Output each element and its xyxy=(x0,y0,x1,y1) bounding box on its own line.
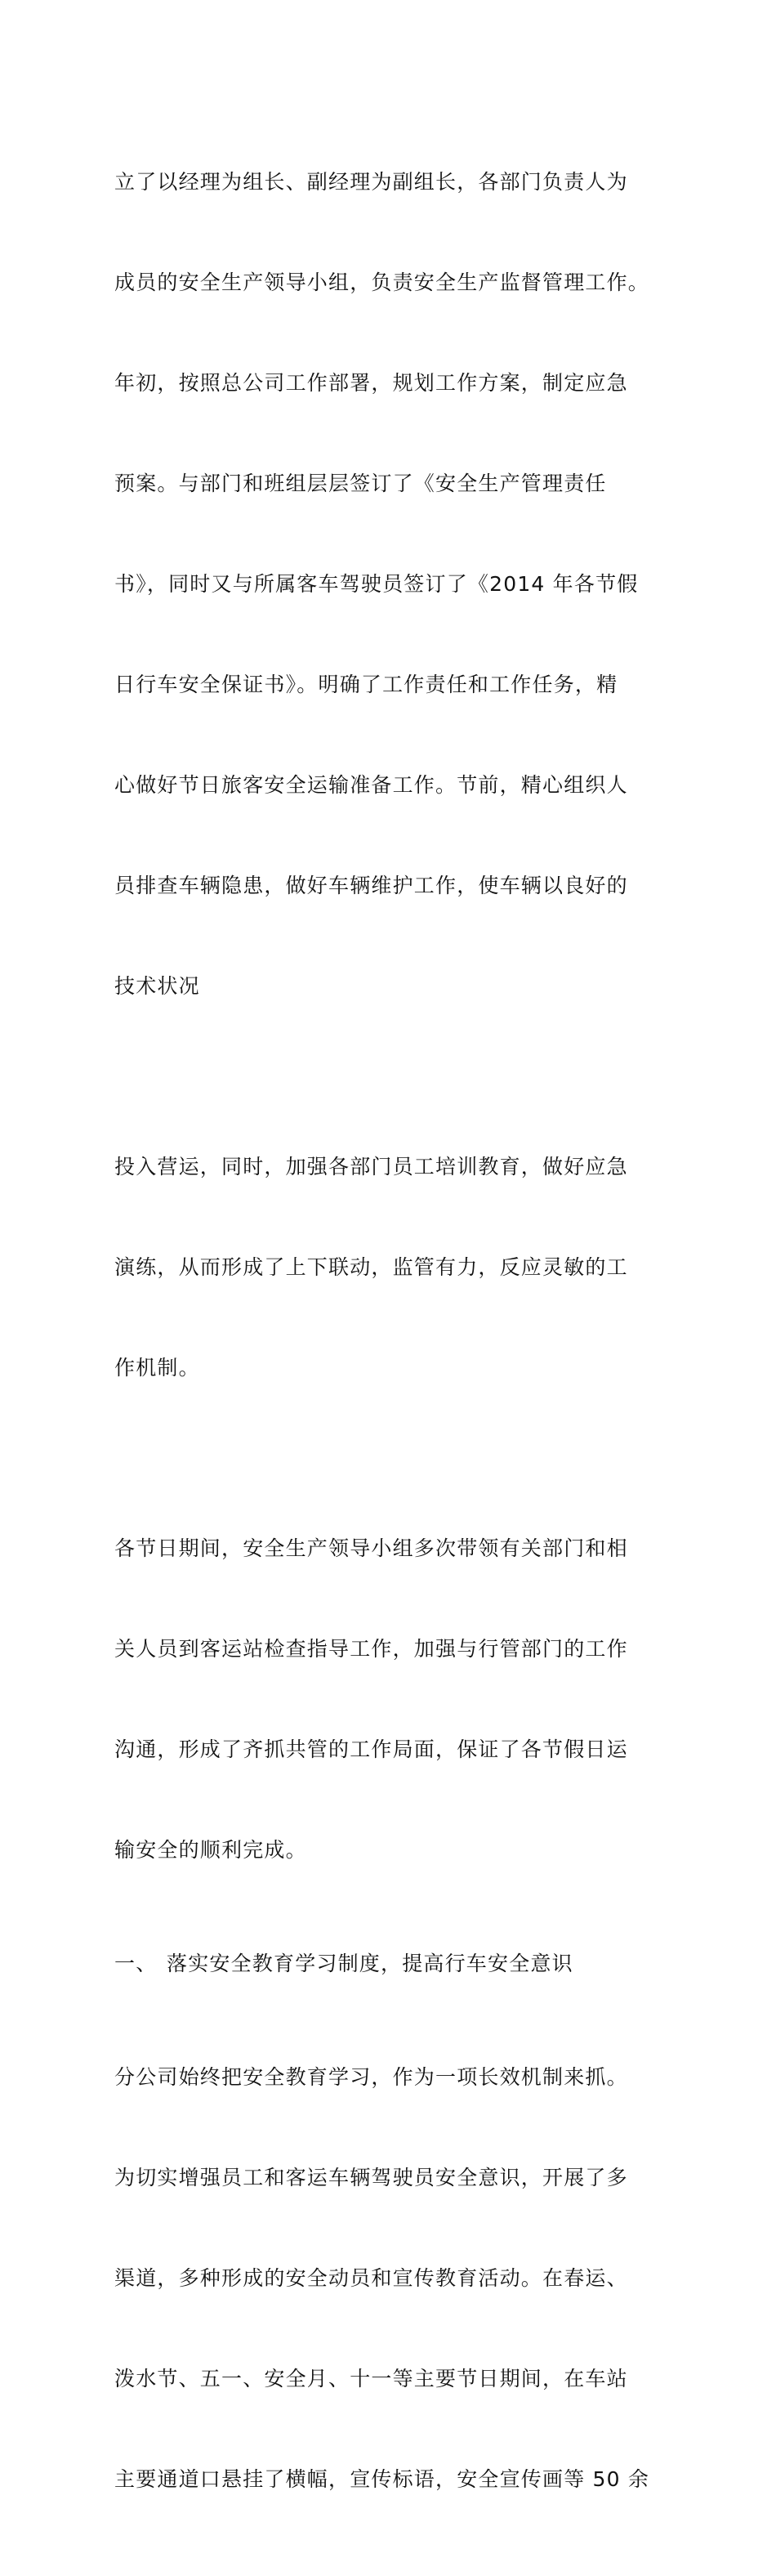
text-line: 主要通道口悬挂了横幅，宣传标语，安全宣传画等 50 余 xyxy=(114,2467,650,2491)
text-line: 立了以经理为组长、副经理为副组长，各部门负责人为 xyxy=(114,170,628,194)
text-line: 分公司始终把安全教育学习，作为一项长效机制来抓。 xyxy=(114,2065,628,2089)
text-line: 员排查车辆隐患，做好车辆维护工作，使车辆以良好的 xyxy=(114,874,628,897)
text-line: 作机制。 xyxy=(114,1356,200,1380)
text-line: 演练，从而形成了上下联动，监管有力，反应灵敏的工 xyxy=(114,1255,628,1279)
text-line: 预案。与部门和班组层层签订了《安全生产管理责任 xyxy=(114,472,607,495)
text-line: 书》，同时又与所属客车驾驶员签订了《2014 年各节假 xyxy=(114,572,639,596)
paragraph-safety-leadership xyxy=(114,98,670,1070)
text-line: 日行车安全保证书》。明确了工作责任和工作任务，精 xyxy=(114,673,618,696)
text-line: 成员的安全生产领导小组，负责安全生产监督管理工作。 xyxy=(114,271,650,294)
paragraph-operations xyxy=(114,1083,670,1451)
text-line: 沟通，形成了齐抓共管的工作局面，保证了各节假日运 xyxy=(114,1737,628,1761)
paragraph-holiday-inspection xyxy=(114,1465,670,1934)
text-line: 输安全的顺利完成。 xyxy=(114,1838,307,1862)
section-heading xyxy=(114,1947,670,1980)
text-line: 技术状况 xyxy=(114,974,200,998)
paragraph-safety-education xyxy=(114,1993,670,2563)
document-body xyxy=(114,98,670,2576)
text-line: 投入营运，同时，加强各部门员工培训教育，做好应急 xyxy=(114,1155,628,1178)
section-title: 落实安全教育学习制度，提高行车安全意识 xyxy=(167,1952,573,1975)
text-line: 关人员到客运站检查指导工作，加强与行管部门的工作 xyxy=(114,1637,628,1661)
text-line: 各节日期间，安全生产领导小组多次带领有关部门和相 xyxy=(114,1536,628,1560)
text-line: 年初，按照总公司工作部署，规划工作方案，制定应急 xyxy=(114,371,628,395)
text-line: 心做好节日旅客安全运输准备工作。节前，精心组织人 xyxy=(114,773,628,797)
text-line: 泼水节、五一、安全月、十一等主要节日期间，在车站 xyxy=(114,2367,628,2390)
section-number: 一、 xyxy=(114,1952,158,1975)
text-line: 为切实增强员工和客运车辆驾驶员安全意识，开展了多 xyxy=(114,2166,628,2189)
text-line: 渠道，多种形成的安全动员和宣传教育活动。在春运、 xyxy=(114,2266,628,2290)
